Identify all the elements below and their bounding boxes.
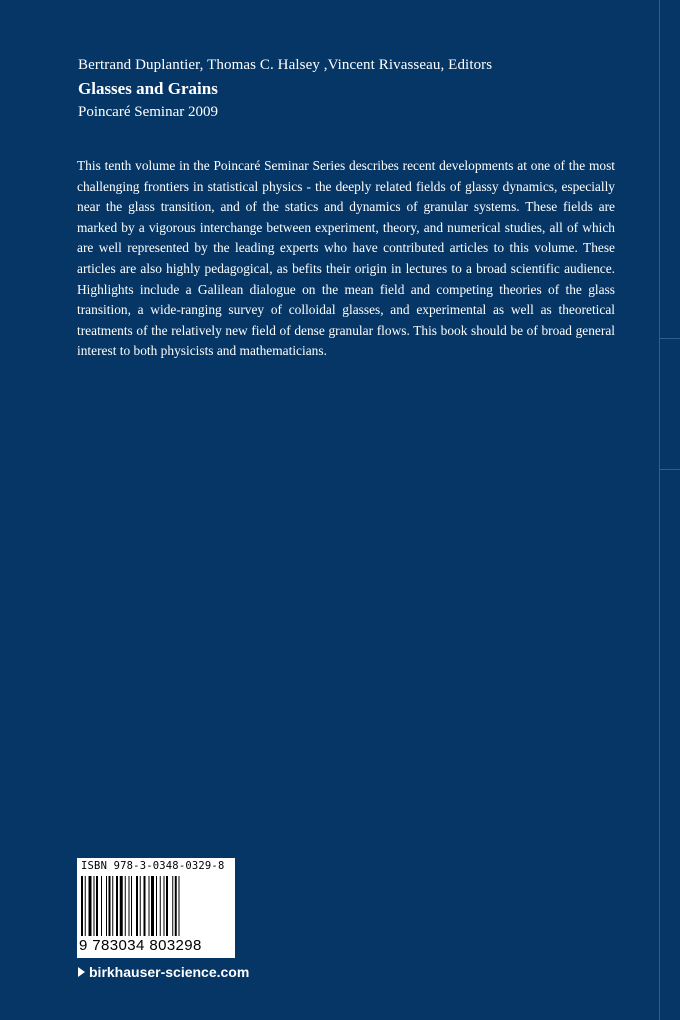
publisher-url: birkhauser-science.com [89, 964, 250, 980]
barcode-bar [116, 876, 118, 936]
barcode-bar [179, 876, 180, 936]
back-cover-blurb: This tenth volume in the Poincaré Seminar Series describes recent developments at one of the most challenging frontiers in statistical physics - the deeply related fields of glassy dynamics, especially near the glass transition, and of the statics and dynamics of granular systems. These fields are marked by a vigorous interchange between experiment, theory, and numerical studies, all of which are well represented by the leading experts who have contributed articles to this volume. These articles are also highly pedagogical, as befits their origin in lectures to a broad scientific audience. Highlights include a Galilean dialogue on the mean field and competing theories of the glass transition, a wide-ranging survey of colloidal glasses, and experimental as well as theoretical treatments of the relatively new field of dense granular flows. This book should be of broad general interest to both physicists and mathematicians. [77, 158, 615, 359]
barcode-bar [164, 876, 165, 936]
barcode-bar [112, 876, 113, 936]
barcode-bar [101, 876, 102, 936]
publisher-link[interactable] [78, 964, 249, 980]
spine-mark [660, 338, 680, 339]
editors-line: Bertrand Duplantier, Thomas C. Halsey ,Vincent Rivasseau, Editors [78, 57, 493, 73]
barcode-bar [129, 876, 130, 936]
barcode-bar [120, 876, 123, 936]
isbn-label: ISBN 978-3-0348-0329-8 [81, 860, 225, 872]
spine-mark [660, 469, 680, 470]
barcode-bar [140, 876, 141, 936]
barcode-bar [160, 876, 161, 936]
book-title: Glasses and Grains [78, 79, 218, 98]
barcode-bar [89, 876, 92, 936]
barcode-bar [149, 876, 150, 936]
barcode-bar [136, 876, 138, 936]
barcode-bar [109, 876, 111, 936]
barcode-bar [144, 876, 146, 936]
barcode-bar [81, 876, 83, 936]
barcode-bar [94, 876, 95, 936]
spine-fold-line [659, 0, 660, 1020]
barcode-bar [166, 876, 168, 936]
barcode-bar [172, 876, 173, 936]
barcode-bar [106, 876, 107, 936]
barcode-bar [125, 876, 126, 936]
barcode-bar [85, 876, 86, 936]
barcode-bar [96, 876, 98, 936]
barcode-bar [131, 876, 132, 936]
book-subtitle: Poincaré Seminar 2009 [78, 104, 218, 120]
barcode [77, 858, 235, 958]
barcode-digits: 9 783034 803298 [79, 937, 202, 954]
arrow-right-icon [78, 967, 85, 977]
barcode-bar [156, 876, 157, 936]
barcode-bar [175, 876, 177, 936]
barcode-bar [151, 876, 154, 936]
barcode-bars [81, 876, 231, 936]
